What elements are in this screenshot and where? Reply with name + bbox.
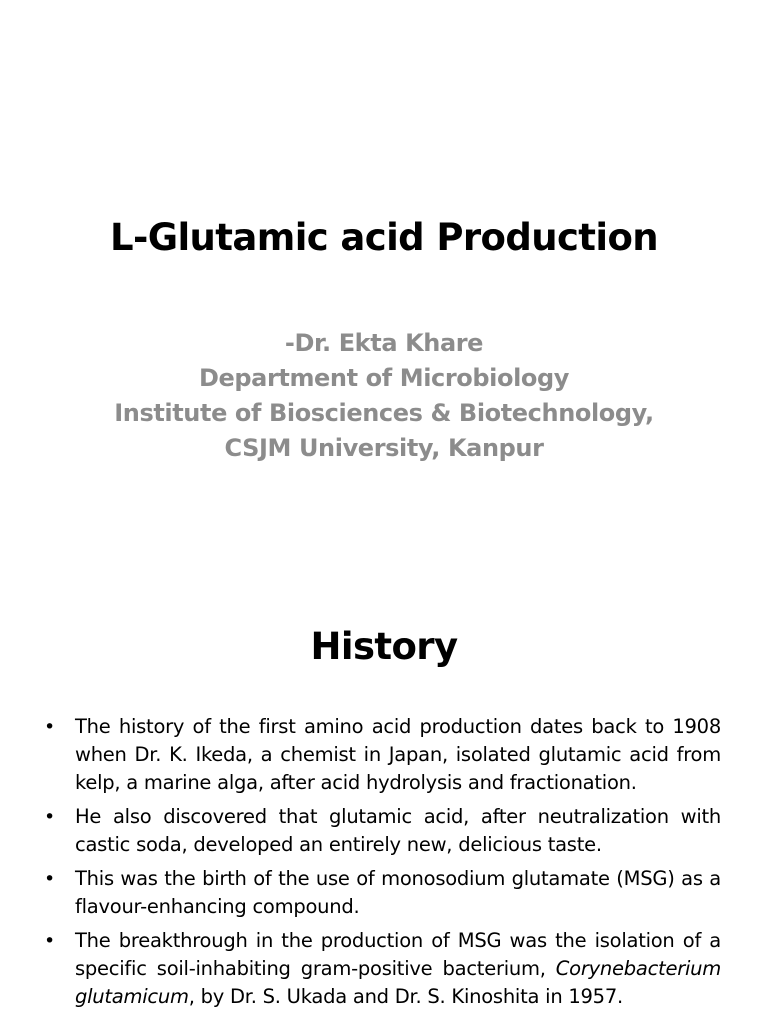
bullet-icon: •	[44, 806, 55, 828]
institute: Institute of Biosciences & Biotechnology,	[114, 399, 654, 427]
bullet-text: This was the birth of the use of monosodium glutamate (MSG) as a flavour-enhancing compound.	[75, 867, 721, 918]
history-heading: History	[310, 625, 458, 668]
department: Department of Microbiology	[198, 364, 570, 392]
bullet-text-post: , by Dr. S. Ukada and Dr. S. Kinoshita in 1957.	[188, 985, 623, 1008]
slide-title: L-Glutamic acid Production	[109, 216, 659, 259]
bullet-text-pre: The breakthrough in the production of MSG was the isolation of a specific soil-inhabiting gram-positive bacterium,	[75, 929, 721, 980]
bullet-text: He also discovered that glutamic acid, after neutralization with castic soda, developed an entirely new, delicious taste.	[75, 805, 721, 856]
author-affiliation	[0, 326, 768, 466]
author-name: -Dr. Ekta Khare	[284, 329, 484, 357]
bacterium-name: Corynebacterium glutamicum	[75, 957, 721, 1008]
bullet-icon: •	[44, 868, 55, 890]
bullet-item	[44, 927, 721, 1011]
bullet-item	[44, 803, 721, 859]
history-slide	[0, 575, 768, 1024]
bullet-icon: •	[44, 716, 55, 738]
bullet-item	[44, 713, 721, 797]
bullet-text: The history of the first amino acid production dates back to 1908 when Dr. K. Ikeda, a chemist in Japan, isolated glutamic acid from kelp, a marine alga, after acid hydrolysis and fractionation.	[75, 715, 721, 794]
bullet-item	[44, 865, 721, 921]
history-bullet-list	[0, 713, 768, 1017]
bullet-icon: •	[44, 930, 55, 952]
university: CSJM University, Kanpur	[224, 434, 544, 462]
